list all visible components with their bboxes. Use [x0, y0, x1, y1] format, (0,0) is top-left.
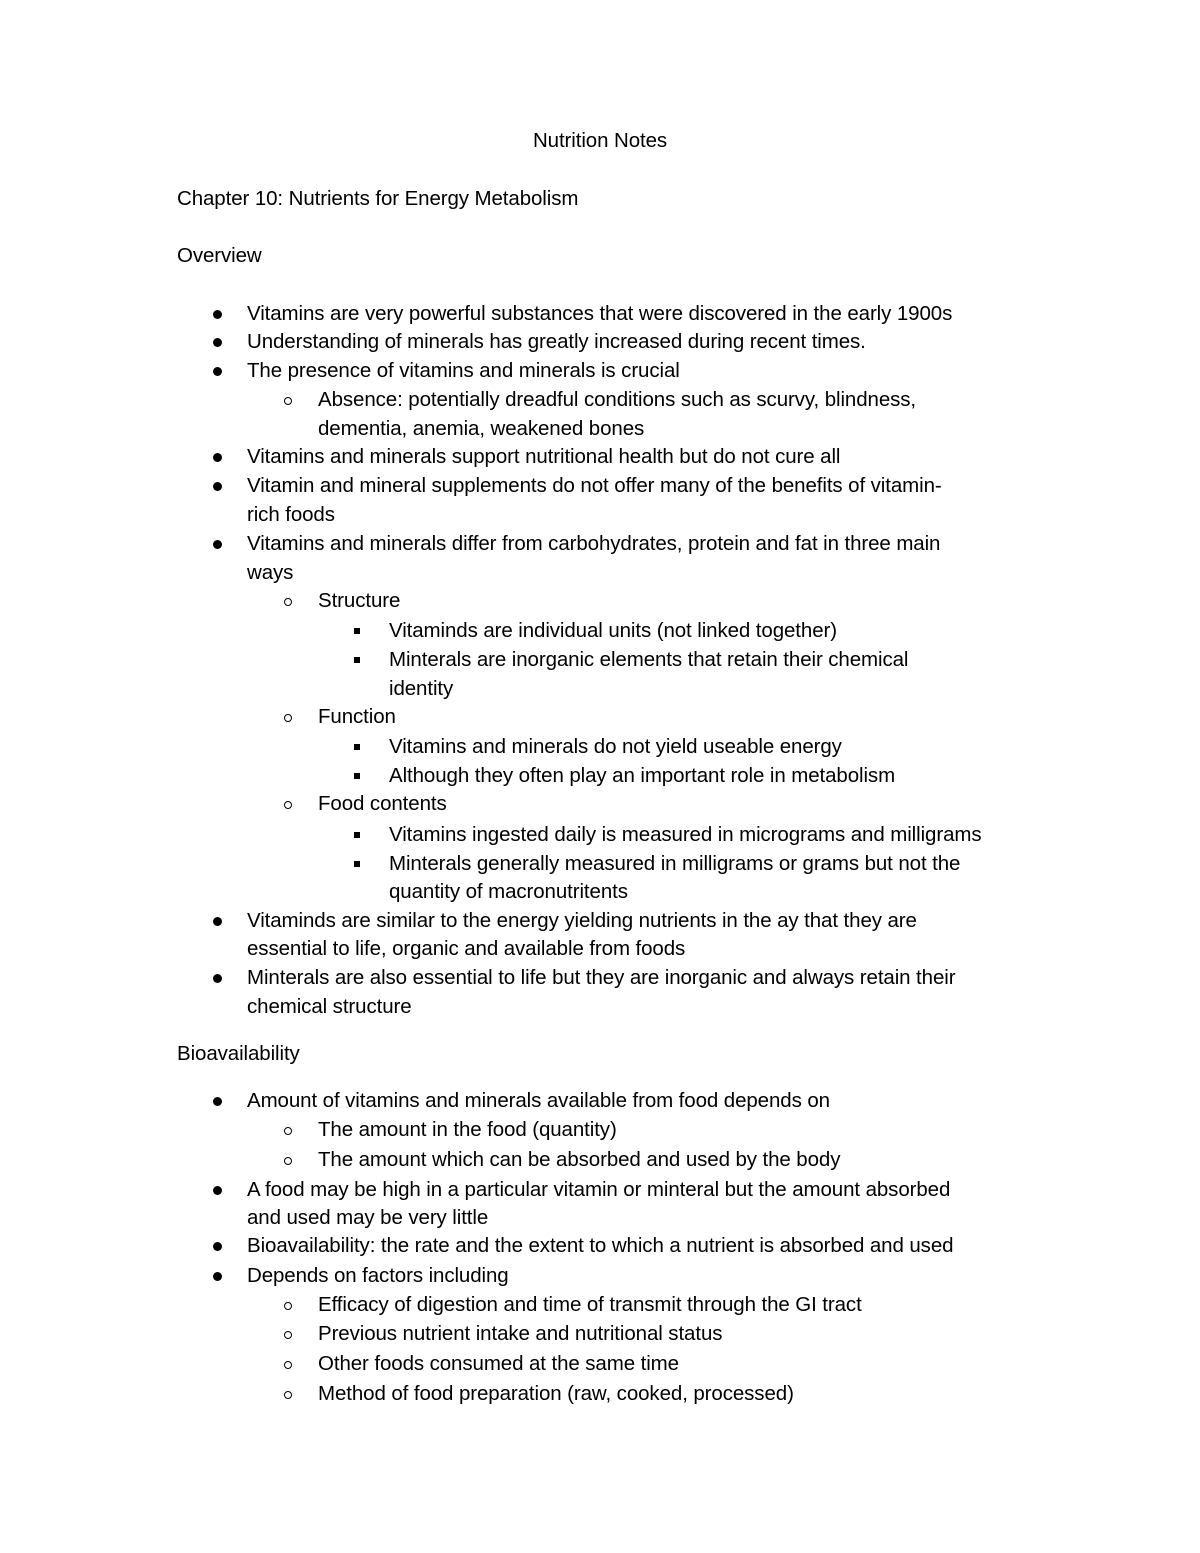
circle-bullet-icon: [284, 801, 292, 809]
square-bullet-icon: [354, 861, 360, 867]
square-bullet-icon: [354, 773, 360, 779]
circle-bullet-icon: [284, 1302, 292, 1310]
bullet-icon: [213, 1242, 222, 1251]
bullet-icon: [213, 310, 222, 319]
bullet-icon: [213, 482, 222, 491]
square-bullet-icon: [354, 744, 360, 750]
bullet-icon: [213, 453, 222, 462]
circle-bullet-icon: [284, 1331, 292, 1339]
circle-bullet-icon: [284, 1361, 292, 1369]
bullet-icon: [213, 540, 222, 549]
bullet-icon: [213, 974, 222, 983]
bullet-icon: [213, 1272, 222, 1281]
circle-bullet-icon: [284, 1157, 292, 1165]
circle-bullet-icon: [284, 714, 292, 722]
circle-bullet-icon: [284, 397, 292, 405]
bullet-icon: [213, 1097, 222, 1106]
circle-bullet-icon: [284, 598, 292, 606]
circle-bullet-icon: [284, 1391, 292, 1399]
bullet-icon: [213, 338, 222, 347]
square-bullet-icon: [354, 657, 360, 663]
square-bullet-icon: [354, 628, 360, 634]
bullet-icon: [213, 367, 222, 376]
document-page: Nutrition Notes Chapter 10: Nutrients for Energy Metabolism Overview Vitamins are very powerful substances that were discovered in the early 1900s Understanding of minerals has greatly increased during recent times. The presence of vitamins and minerals is crucial Absence: potentially dreadful conditions such as scurvy, blindness, dementia, anemia, weakened bones Vitamins and minerals support nutritional health but do not cure all Vitamin and mineral supplements do not offer many of the benefits of vitamin- rich foods Vitamins and minerals differ from carbohydrates, protein and fat in three main ways Structure Vitaminds are individual units (not linked together) Minterals are inorganic elements that retain their chemical identity Function Vitamins and minerals do not yield useable energy Although they often play an important role in metabolism Food contents Vitamins ingested daily is measured in micrograms and milligrams Minterals generally measured in milligrams or grams but not the quantity of macronutritents Vitaminds are similar to the energy yielding nutrients in the ay that they are essential to life, organic and available from foods Minterals are also essential to life but they are inorganic and always retain their chemical structure Bioavailability Amount of vitamins and minerals available from food depends on The amount in the food (quantity) The amount which can be absorbed and used by the body A food may be high in a particular vitamin or minteral but the amount absorbed and used may be very little Bioavailability: the rate and the extent to which a nutrient is absorbed and used Depends on factors including Efficacy of digestion and time of transmit through the GI tract Previous nutrient intake and nutritional status Other foods consumed at the same time Method of food preparation (raw, cooked, processed): [0, 0, 1200, 1553]
bullet-icon: [213, 917, 222, 926]
bullet-icon: [213, 1186, 222, 1195]
circle-bullet-icon: [284, 1127, 292, 1135]
document-title: Nutrition Notes: [532, 129, 668, 152]
square-bullet-icon: [354, 832, 360, 838]
